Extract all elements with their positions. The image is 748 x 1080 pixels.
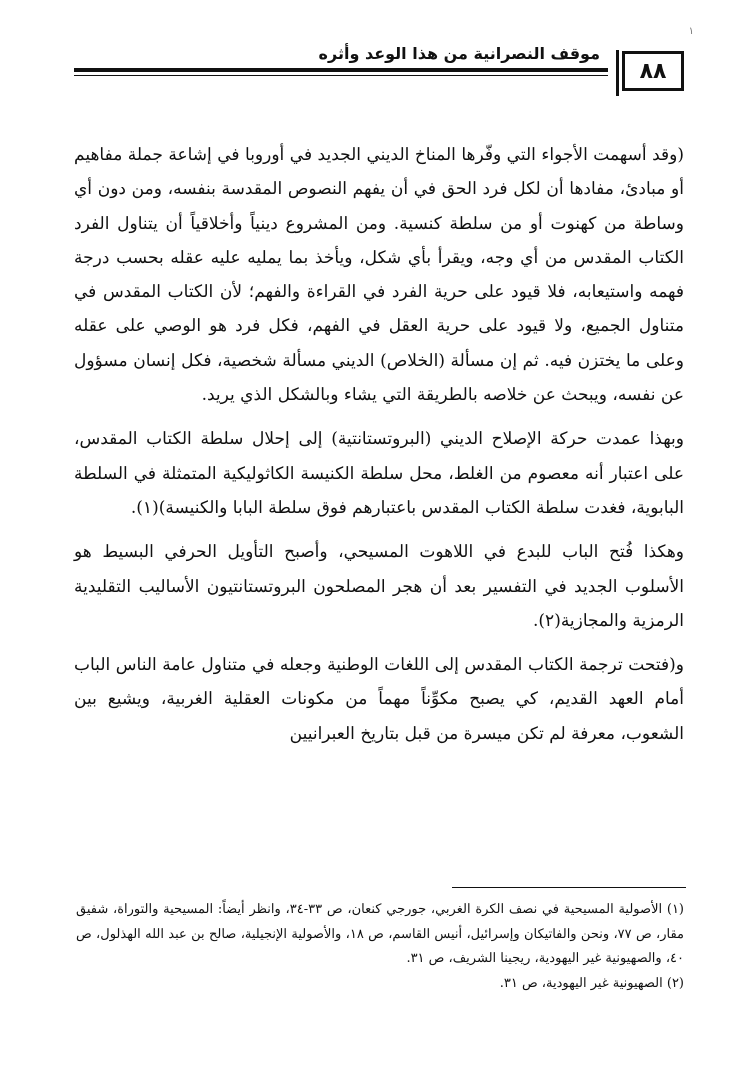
paragraph: (وقد أسهمت الأجواء التي وفّرها المناخ الديني الجديد في أوروبا في إشاعة جملة مفاهيم أو مبادئ، مفادها أن لكل فرد الحق في أن يفهم النصوص المقدسة بنفسه، ومن دون أي وساطة من كهنوت أو من سلطة كنسية. ومن المشروع دينياً وأخلاقياً أن يتناول الفرد الكتاب المقدس من أي وجه، ويقرأ بأي شكل، ويأخذ بما يمليه عليه عقله بحسب درجة فهمه واستيعابه، فلا قيود على حرية الفرد في القراءة والفهم؛ لأن الكتاب المقدس في متناول الجميع، ولا قيود على حرية العقل في الفهم، فكل فرد هو الوصي على عقله وعلى ما يختزن فيه. ثم إن مسألة (الخلاص) الديني مسألة شخصية، فكل إنسان مسؤول عن نفسه، ويبحث عن خلاصه بالطريقة التي يشاء وبالشكل الذي يريد. [74, 145, 684, 406]
corner-mark: ١ [688, 26, 694, 37]
header-rule-thin [74, 75, 608, 76]
footnote: (٢) الصهيونية غير اليهودية، ص ٣١. [499, 975, 684, 991]
running-header [74, 36, 684, 100]
header-rule-thick [74, 68, 608, 72]
footnote-divider [452, 887, 686, 888]
paragraph: وهكذا فُتح الباب للبدع في اللاهوت المسيحي، وأصبح التأويل الحرفي البسيط هو الأسلوب الجديد في التفسير بعد أن هجر المصلحون البروتستانتيون الأساليب التقليدية الرمزية والمجازية(٢). [74, 542, 684, 631]
header-title: موقف النصرانية من هذا الوعد وأثره [318, 44, 600, 63]
body-text [74, 138, 684, 751]
footnotes [76, 898, 684, 996]
paragraph: و(فتحت ترجمة الكتاب المقدس إلى اللغات الوطنية وجعله في متناول عامة الناس الباب أمام العهد القديم، كي يصبح مكوِّناً مهماً من مكونات العقلية الغربية، ويشيع بين الشعوب، معرفة لم تكن ميسرة من قبل بتاريخ العبرانيين [74, 655, 684, 744]
page-number: ٨٨ [622, 51, 684, 91]
footnote: (١) الأصولية المسيحية في نصف الكرة الغربي، جورجي كنعان، ص ٣٣-٣٤، وانظر أيضاً: المسيحية والتوراة، شفيق مقار، ص ٧٧، ونحن والفاتيكان وإسرائيل، أنيس القاسم، ص ١٨، والأصولية الإنجيلية، صالح بن عبد الله الهذلول، ص ٤٠، والصهيونية غير اليهودية، ريجينا الشريف، ص ٣١. [76, 902, 684, 967]
paragraph: وبهذا عمدت حركة الإصلاح الديني (البروتستانتية) إلى إحلال سلطة الكتاب المقدس، على اعتبار أنه معصوم من الغلط، محل سلطة الكنيسة الكاثوليكية المتمثلة في السلطة البابوية، فغدت سلطة الكتاب المقدس باعتبارهم فوق سلطة البابا والكنيسة)(١). [74, 429, 684, 518]
